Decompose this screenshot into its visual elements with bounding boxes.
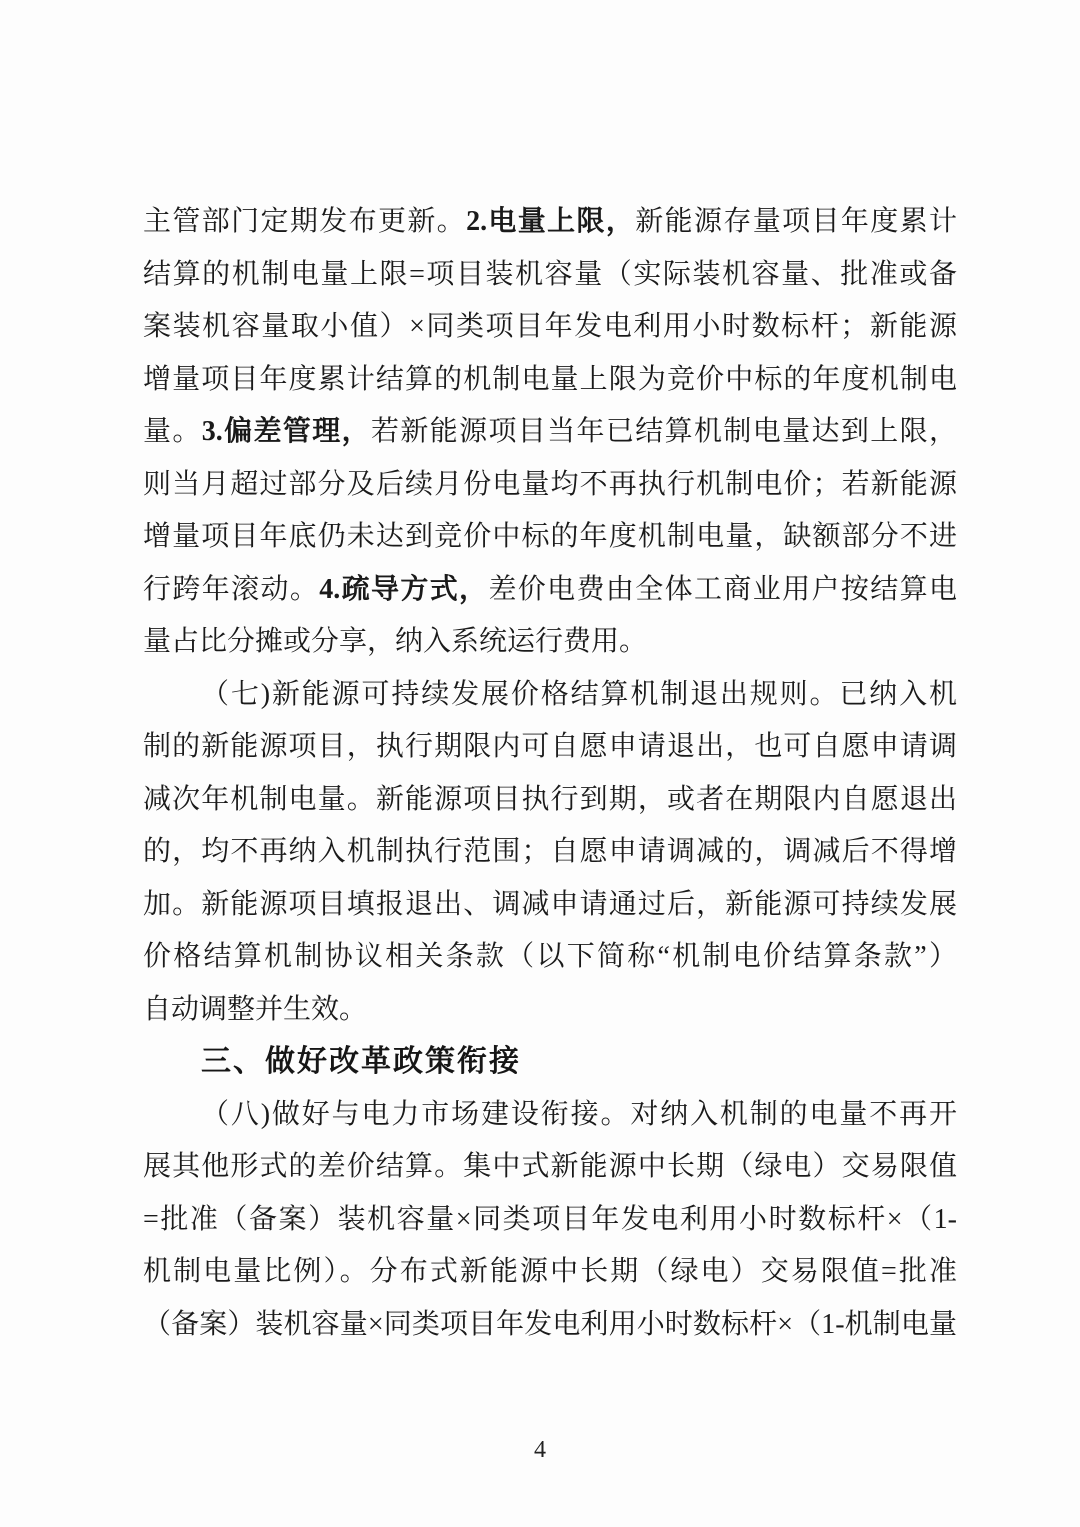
text-run: 展其他形式的差价结算。集中式新能源中长期（绿电）交易限值 [143,1151,957,1182]
text-run: （备案）装机容量×同类项目年发电利用小时数标杆×（1-机制电量 [143,1308,957,1340]
text-line [143,196,957,249]
text-run: （七)新能源可持续发展价格结算机制退出规则。已纳入机 [201,678,957,710]
text-run: =批准（备案）装机容量×同类项目年发电利用小时数标杆×（1- [143,1203,957,1235]
text-line [143,249,957,302]
text-run: 的，均不再纳入机制执行范围；自愿申请调减的，调减后不得增 [143,836,957,867]
text-run: 增量项目年底仍未达到竞价中标的年度机制电量，缺额部分不进 [143,521,957,552]
text-line [143,984,957,1037]
text-line [143,1299,957,1352]
text-run: 则当月超过部分及后续月份电量均不再执行机制电价；若新能源 [143,468,957,500]
text-run: 增量项目年度累计结算的机制电量上限为竞价中标的年度机制电 [143,363,957,395]
text-line [143,1089,957,1142]
text-line [143,564,957,617]
bold-text-run: 2.电量上限， [466,206,636,237]
text-run: 价格结算机制协议相关条款（以下简称“机制电价结算条款”） [143,941,957,972]
text-run: 主管部门定期发布更新。 [143,206,467,237]
text-run: 行跨年滚动。 [143,573,320,605]
text-run: 差价电费由全体工商业用户按结算电 [488,573,957,605]
text-line [143,1194,957,1247]
text-line [143,669,957,722]
bold-text-run: 3.偏差管理， [201,416,371,447]
text-line [143,1141,957,1194]
text-line [143,301,957,354]
bold-text-run: 4.疏导方式， [319,573,489,605]
text-run: 新能源存量项目年度累计 [635,206,957,237]
section-heading [143,1036,957,1089]
text-line [143,879,957,932]
text-run: 结算的机制电量上限=项目装机容量（实际装机容量、批准或备 [143,258,957,290]
text-run: 减次年机制电量。新能源项目执行到期，或者在期限内自愿退出 [143,783,957,815]
text-line [143,774,957,827]
text-line [143,721,957,774]
text-run: 加。新能源项目填报退出、调减申请通过后，新能源可持续发展 [143,888,957,920]
text-run: （八)做好与电力市场建设衔接。对纳入机制的电量不再开 [201,1098,957,1130]
bold-text-run: 三、做好改革政策衔接 [201,1045,521,1078]
page-footer [0,1437,1080,1464]
text-line [143,459,957,512]
text-run: 机制电量比例）。分布式新能源中长期（绿电）交易限值=批准 [143,1256,957,1287]
text-line [143,931,957,984]
text-line [143,511,957,564]
text-line [143,1246,957,1299]
text-run: 自动调整并生效。 [143,993,368,1025]
document-text [143,196,957,1351]
text-run: 量。 [143,416,202,447]
text-run: 案装机容量取小值）×同类项目年发电利用小时数标杆；新能源 [143,311,957,342]
page-number: 4 [534,1437,546,1463]
text-run: 量占比分摊或分享，纳入系统运行费用。 [143,626,648,657]
text-line [143,616,957,669]
text-run: 制的新能源项目，执行期限内可自愿申请退出，也可自愿申请调 [143,731,957,762]
text-run: 若新能源项目当年已结算机制电量达到上限， [370,416,957,447]
text-line [143,354,957,407]
text-line [143,406,957,459]
text-line [143,826,957,879]
